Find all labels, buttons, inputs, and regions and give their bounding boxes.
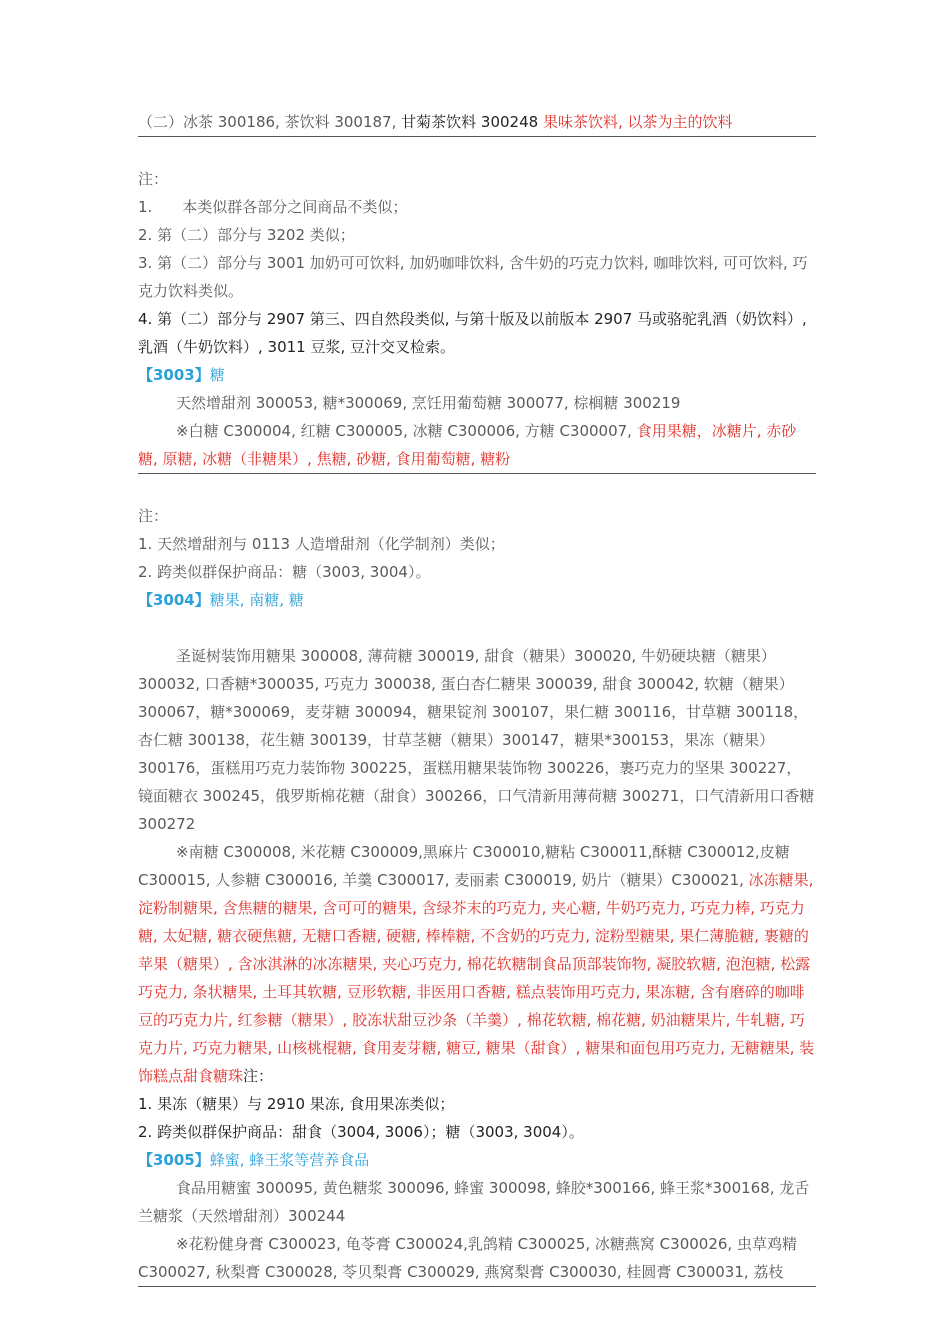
section-3004-goods: 圣诞树装饰用糖果 300008, 薄荷糖 300019, 甜食（糖果）300020, 牛奶硬块糖（糖果）300032, 口香糖*300035, 巧克力 300038, 蛋白杏仁糖果 300039, 甜食 300042, 软糖（糖果）300067，糖*300069，麦芽糖 300094，糖果锭剂 300107，果仁糖 300116，甘草糖 300118，杏仁糖 300138，花生糖 300139，甘草茎糖（糖果）300147，糖果*300153，果冻（糖果）300176，蛋糕用巧克力装饰物 300225，蛋糕用糖果装饰物 300226，裹巧克力的坚果 300227，镜面糖衣 300245，俄罗斯棉花糖（甜食）300266，口气清新用薄荷糖 300271，口气清新用口香糖 300272 xyxy=(138,647,815,833)
note-item: 4. 第（二）部分与 2907 第三、四自然段类似, 与第十版及以前版本 2907 马或骆驼乳酒（奶饮料）, 乳酒（牛奶饮料）, 3011 豆浆, 豆汁交叉检索。 xyxy=(138,310,807,356)
note-item: 2. 跨类似群保护商品：糖（3003, 3004）。 xyxy=(138,563,431,581)
text-black: 甘菊茶饮料 300248 xyxy=(401,113,543,131)
text-gray: （二）冰茶 300186, 茶饮料 300187, xyxy=(138,113,402,131)
section-name: 糖 xyxy=(209,366,225,384)
section-code: 【3003】 xyxy=(138,366,210,384)
note-item: 1. 果冻（糖果）与 2910 果冻, 食用果冻类似； xyxy=(138,1095,455,1113)
text-gray: ※白糖 C300004, 红糖 C300005, 冰糖 C300006, 方糖 C300007, xyxy=(176,422,637,440)
section-heading-3003 xyxy=(138,361,816,389)
section-code: 【3004】 xyxy=(138,591,210,609)
section-3003-goods: 天然增甜剂 300053, 糖*300069, 烹饪用葡萄糖 300077, 棕榈糖 300219 xyxy=(176,394,681,412)
text-red: 食用果糖，冰糖片, 赤砂糖, 原糖, 冰糖（非糖果）, 焦糖, 砂糖, 食用葡萄糖, 糖粉 xyxy=(138,422,797,468)
note-label: 注： xyxy=(138,170,169,188)
section-3005-chinese-goods: ※花粉健身膏 C300023, 龟苓膏 C300024,乳鸽精 C300025, 冰糖燕窝 C300026, 虫草鸡精 C300027, 秋梨膏 C300028, 苓贝梨膏 C300029, 燕窝梨膏 C300030, 桂圆膏 C300031, 荔枝 xyxy=(138,1230,816,1287)
spacer xyxy=(138,614,816,642)
section-name: 蜂蜜, 蜂王浆等营养食品 xyxy=(209,1151,370,1169)
text-gray: ※南糖 C300008, 米花糖 C300009,黑麻片 C300010,糖粘 C300011,酥糖 C300012,皮糖 C300015, 人参糖 C300016, 羊羹 C300017, 麦丽素 C300019, 奶片（糖果）C300021, xyxy=(138,843,790,889)
line-2-tea-drinks xyxy=(138,108,816,137)
spacer xyxy=(138,474,816,502)
section-heading-3004 xyxy=(138,586,816,614)
section-heading-3005 xyxy=(138,1146,816,1174)
note-label: 注： xyxy=(243,1067,274,1085)
section-3003-chinese-goods xyxy=(138,417,816,474)
section-3004-chinese-goods xyxy=(138,838,816,1090)
note-item: 2. 跨类似群保护商品：甜食（3004, 3006）；糖（3003, 3004）。 xyxy=(138,1123,584,1141)
section-name: 糖果, 南糖, 糖 xyxy=(209,591,304,609)
section-code: 【3005】 xyxy=(138,1151,210,1169)
note-item: 2. 第（二）部分与 3202 类似； xyxy=(138,226,355,244)
text-red: 果味茶饮料, 以茶为主的饮料 xyxy=(542,113,733,131)
text-red: 冰冻糖果, 淀粉制糖果, 含焦糖的糖果, 含可可的糖果, 含绿芥末的巧克力, 夹心糖, 牛奶巧克力, 巧克力棒, 巧克力糖, 太妃糖, 糖衣硬焦糖, 无糖口香糖, 硬糖, 棒棒糖, 不含奶的巧克力, 淀粉型糖果, 果仁薄脆糖, 裹糖的苹果（糖果）, 含冰淇淋的冰冻糖果, 夹心巧克力, 棉花软糖制食品顶部装饰物, 凝胶软糖, 泡泡糖, 松露巧克力, 条状糖果, 土耳其软糖, 豆形软糖, 非医用口香糖, 糕点装饰用巧克力, 果冻糖, 含有磨碎的咖啡豆的巧克力片, 红参糖（糖果）, 胶冻状甜豆沙条（羊羹）, 棉花软糖, 棉花糖, 奶油糖果片, 牛轧糖, 巧克力片, 巧克力糖果, 山核桃棍糖, 食用麦芽糖, 糖豆, 糖果（甜食）, 糖果和面包用巧克力, 无糖糖果, 装饰糕点甜食糖珠 xyxy=(138,871,815,1085)
section-3005-goods: 食品用糖蜜 300095, 黄色糖浆 300096, 蜂蜜 300098, 蜂胶*300166, 蜂王浆*300168, 龙舌兰糖浆（天然增甜剂）300244 xyxy=(138,1179,810,1225)
note-item: 1. 本类似群各部分之间商品不类似； xyxy=(138,198,408,216)
note-label: 注： xyxy=(138,507,169,525)
document-page xyxy=(138,108,816,1287)
note-item: 1. 天然增甜剂与 0113 人造增甜剂（化学制剂）类似； xyxy=(138,535,505,553)
note-item: 3. 第（二）部分与 3001 加奶可可饮料, 加奶咖啡饮料, 含牛奶的巧克力饮料, 咖啡饮料, 可可饮料, 巧克力饮料类似。 xyxy=(138,254,808,300)
spacer xyxy=(138,137,816,165)
